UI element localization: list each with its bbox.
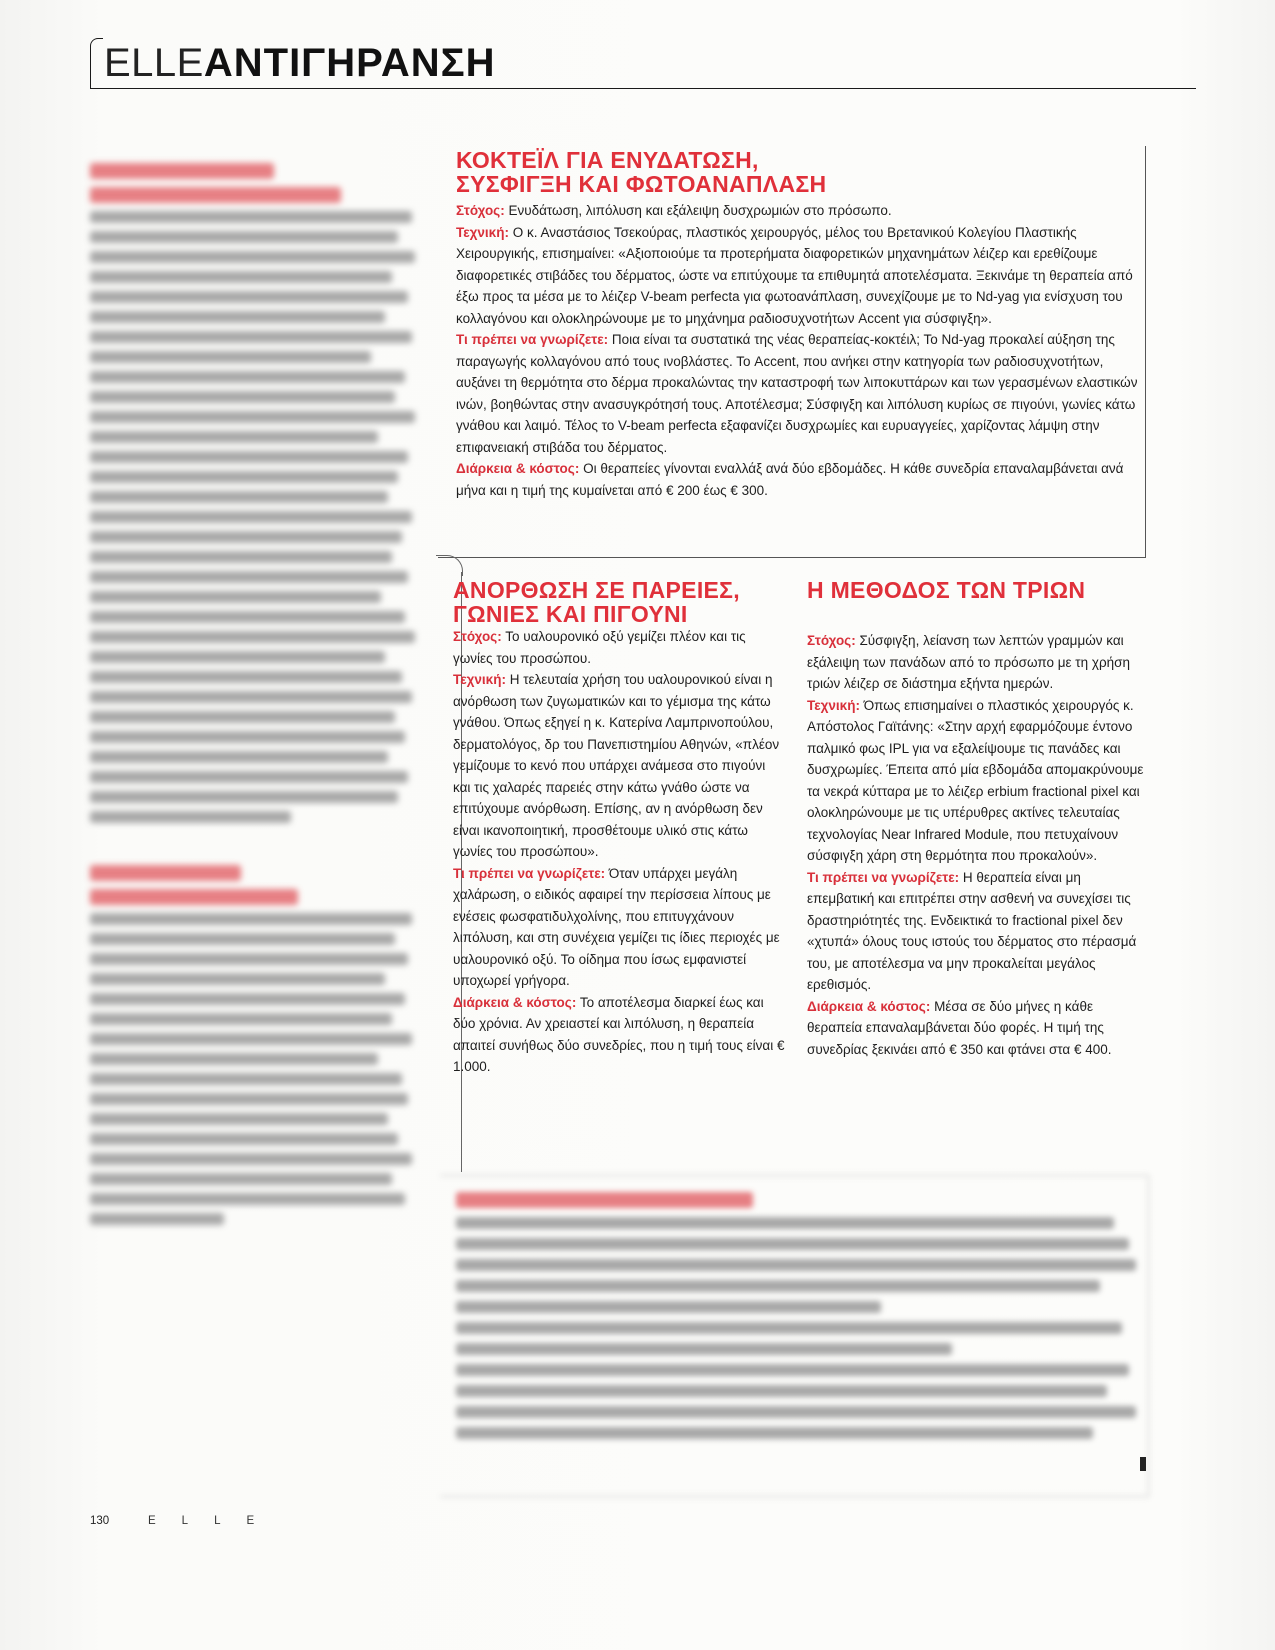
- blurred-bottom-box: [440, 1175, 1149, 1497]
- header-bracket: [90, 38, 103, 89]
- page-marker: [1140, 1457, 1146, 1471]
- goal-text: Σύσφιγξη, λείανση των λεπτών γραμμών και εξάλειψη των πανάδων από το πρόσωπο με τη χρήση τριών λέιζερ σε διάστημα εξήντα ημερών.: [807, 633, 1130, 691]
- blurred-left-column: [90, 155, 425, 1545]
- cost-label: Διάρκεια & κόστος:: [453, 994, 577, 1010]
- know-label: Τι πρέπει να γνωρίζετε:: [456, 332, 609, 347]
- header-title: [104, 40, 495, 86]
- header-brand: ELLE: [104, 41, 204, 85]
- technique-label: Τεχνική:: [807, 697, 860, 713]
- cost-label: Διάρκεια & κόστος:: [807, 998, 931, 1014]
- article-three-title: Η ΜΕΘΟΔΟΣ ΤΩΝ ΤΡΙΩΝ: [807, 577, 1086, 603]
- main-article-body: [456, 200, 1144, 501]
- main-article-title-line2: ΣΥΣΦΙΓΞΗ ΚΑΙ ΦΩΤΟΑΝΑΠΛΑΣΗ: [456, 171, 827, 197]
- cost-text: Μέσα σε δύο μήνες η κάθε θεραπεία επαναλαμβάνεται δύο φορές. Η τιμή της συνεδρίας ξεκινάει από € 350 και φτάνει στα € 400.: [807, 998, 1112, 1057]
- article-three-lasers: [807, 578, 1147, 1060]
- article-cheeks: [453, 578, 785, 1078]
- cost-text: Το αποτέλεσμα διαρκεί έως και δύο χρόνια. Αν χρειαστεί και λιπόλυση, η θεραπεία απαιτεί συνήθως δύο συνεδρίες, που η τιμή τους είναι € 1.000.: [453, 994, 785, 1074]
- cost-text: Οι θεραπείες γίνονται εναλλάξ ανά δύο εβδομάδες. Η κάθε συνεδρία επαναλαμβάνεται ανά μήνα και η τιμή της κυμαίνεται από € 200 έως € 300.: [456, 461, 1124, 498]
- technique-text: Ο κ. Αναστάσιος Τσεκούρας, πλαστικός χειρουργός, μέλος του Βρετανικού Κολεγίου Πλαστικής Χειρουργικής, επισημαίνει: «Αξιοποιούμε τα προτερήματα διαφορετικών μηχανημάτων λέιζερ και ερεθίζουμε διαφορετικές στιβάδες του δέρματος, ώστε να επιτύχουμε τα επιθυμητά αποτελέσματα. Ξεκινάμε τη θεραπεία από έξω προς τα μέσα με το λέιζερ V-beam perfecta για φωτοανάπλαση, συνεχίζουμε με το Nd-yag για ενίσχυση του κολλαγόνου και ολοκληρώνουμε με το μηχάνημα ραδιοσυχνοτήτων Accent για σύσφιγξη».: [456, 224, 1133, 326]
- page-number: 130: [90, 1515, 110, 1527]
- know-label: Τι πρέπει να γνωρίζετε:: [453, 865, 606, 881]
- technique-text: Η τελευταία χρήση του υαλουρονικού είναι η ανόρθωση των ζυγωματικών και το γέμισμα της κάτω γνάθου. Όπως εξηγεί η κ. Κατερίνα Λαμπρινοπούλου, δερματολόγος, δρ του Πανεπιστημίου Αθηνών, «πλέον γεμίζουμε το κενό που υπάρχει ανάμεσα στο πιγούνι και τις χαλαρές παρειές στην κάτω γνάθο ώστε να επιτύχουμε ανόρθωση. Επίσης, αν η ανόρθωση δεν είναι ικανοποιητική, προσθέτουμε υλικό στις κάτω γωνίες του προσώπου».: [453, 672, 780, 859]
- main-article-title-line1: ΚΟΚΤΕΪΛ ΓΙΑ ΕΝΥΔΑΤΩΣΗ,: [456, 147, 759, 173]
- article-cheeks-title-line1: ΑΝΟΡΘΩΣΗ ΣΕ ΠΑΡΕΙΕΣ,: [453, 577, 740, 603]
- section-header: [90, 34, 1196, 90]
- know-text: Όταν υπάρχει μεγάλη χαλάρωση, ο ειδικός αφαιρεί την περίσσεια λίπους με ενέσεις φωσφατιδυλχολίνης, που επιτυγχάνουν λιπόλυση, και στη συνέχεια γεμίζει τις ίδιες περιοχές με υαλουρονικό οξύ. Το οίδημα που ίσως εμφανιστεί υποχωρεί γρήγορα.: [453, 865, 780, 988]
- main-article-frame-bottom: [438, 557, 1146, 558]
- goal-label: Στόχος:: [807, 633, 856, 648]
- main-article-title: [456, 148, 1144, 196]
- header-rule: [90, 88, 1196, 89]
- goal-label: Στόχος:: [456, 203, 505, 218]
- article-cheeks-title: [453, 578, 785, 626]
- article-three-body: [807, 630, 1147, 1060]
- goal-label: Στόχος:: [453, 629, 502, 644]
- know-text: Ποια είναι τα συστατικά της νέας θεραπείας-κοκτέιλ; Το Nd-yag προκαλεί αύξηση της παραγωγής κολλαγόνου από τους ινοβλάστες. Το Accent, που ανήκει στην κατηγορία των ραδιοσυχνοτήτων, αυξάνει τη θερμότητα στο δέρμα προκαλώντας την καταστροφή των λιποκυττάρων και των γερασμένων ελαστικών ινών, βοηθώντας στην ανασυγκρότησή τους. Αποτέλεσμα; Σύσφιγξη και λιπόλυση κυρίως σε πιγούνι, γωνίες κάτω γνάθου και λαιμό. Τέλος το V-beam perfecta εξαφανίζει δυσχρωμίες και ευρυαγγείες, χαρίζοντας λάμψη στην επιφανειακή στιβάδα του δέρματος.: [456, 332, 1138, 455]
- know-text: Η θεραπεία είναι μη επεμβατική και επιτρέπει στην ασθενή να συνεχίσει τις δραστηριότητές της. Ενδεικτικά το fractional pixel δεν «χτυπά» όλους τους ιστούς του δέρματος στο πέρασμά του, με αποτέλεσμα να μην προκαλείται μεγάλος ερεθισμός.: [807, 869, 1137, 992]
- header-section: ΑΝΤΙΓΗΡΑΝΣΗ: [203, 41, 496, 85]
- footer-brand: ELLE: [148, 1515, 281, 1527]
- article-cheeks-title-line2: ΓΩΝΙΕΣ ΚΑΙ ΠΙΓΟΥΝΙ: [453, 601, 688, 627]
- technique-label: Τεχνική:: [456, 224, 509, 240]
- main-article-frame-right: [1145, 146, 1146, 558]
- goal-text: Το υαλουρονικό οξύ γεμίζει πλέον και τις γωνίες του προσώπου.: [453, 629, 746, 666]
- article-cheeks-body: [453, 626, 785, 1078]
- goal-text: Ενυδάτωση, λιπόλυση και εξάλειψη δυσχρωμιών στο πρόσωπο.: [504, 203, 892, 218]
- technique-text: Όπως επισημαίνει ο πλαστικός χειρουργός κ. Απόστολος Γαϊτάνης: «Στην αρχή εφαρμόζουμε έντονο παλμικό φως IPL για να εξαλείψουμε τις πανάδες και δυσχρωμίες. Έπειτα από μία εβδομάδα απομακρύνουμε τα νεκρά κύτταρα με το λέιζερ erbium fractional pixel και ολοκληρώνουμε με τις υπέρυθρες ακτίνες τελευταίας τεχνολογίας Near Infrared Module, που πετυχαίνουν σύσφιγξη χάρη στη θερμότητα που προκαλούν».: [807, 697, 1144, 863]
- know-label: Τι πρέπει να γνωρίζετε:: [807, 869, 960, 885]
- cost-label: Διάρκεια & κόστος:: [456, 461, 580, 476]
- technique-label: Τεχνική:: [453, 672, 506, 687]
- main-article: [456, 148, 1144, 501]
